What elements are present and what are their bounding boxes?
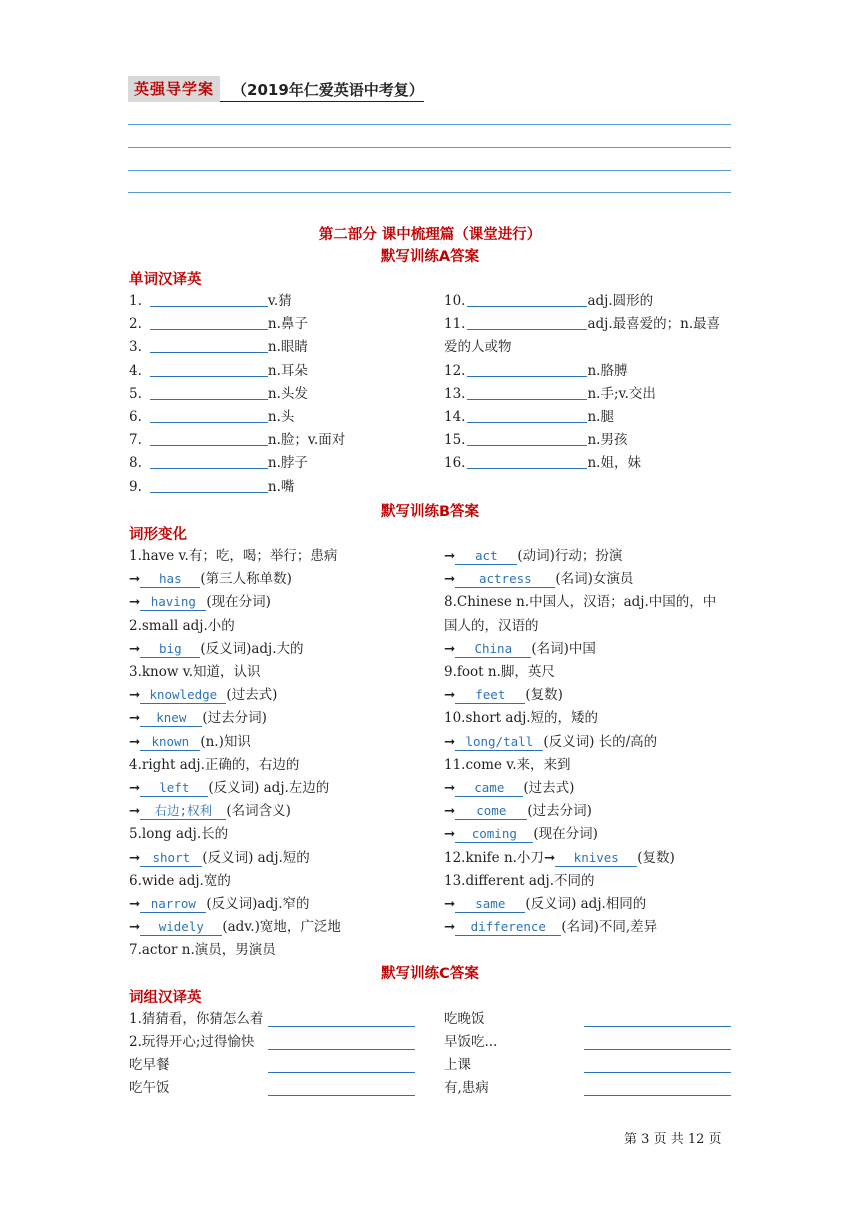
arrow-icon: ➞ xyxy=(129,780,141,796)
word-form-line xyxy=(129,755,299,775)
item-number: 3. xyxy=(129,339,142,356)
form-note: (第三人称单数) xyxy=(200,571,292,588)
answer-blank[interactable] xyxy=(467,384,587,400)
header-rule xyxy=(128,170,731,171)
word-form-line xyxy=(129,662,261,682)
word-base: 9.foot n.脚，英尺 xyxy=(444,664,555,680)
word-form-line xyxy=(129,569,292,589)
word-item xyxy=(444,291,653,311)
word-form-line xyxy=(444,848,675,868)
word-form-line xyxy=(129,894,310,914)
section-a-title: 默写训练A答案 xyxy=(380,249,480,265)
answer-text: feet xyxy=(455,687,525,704)
section-b-heading: 词形变化 xyxy=(129,527,187,543)
phrase-item xyxy=(444,1009,485,1029)
arrow-icon: ➞ xyxy=(129,733,141,750)
answer-blank[interactable] xyxy=(268,1026,415,1027)
item-definition: n.眼睛 xyxy=(267,339,308,356)
item-definition: n.头发 xyxy=(267,385,308,402)
word-item xyxy=(444,453,641,473)
form-note: (反义词) adj.相同的 xyxy=(525,896,647,912)
item-definition: n.手;v.交出 xyxy=(587,385,656,402)
arrow-icon: ➞ xyxy=(543,849,556,866)
footer-suffix: 页 xyxy=(708,1132,722,1147)
arrow-icon: ➞ xyxy=(129,640,141,657)
answer-text: same xyxy=(455,896,525,913)
word-base: 5.long adj.长的 xyxy=(129,826,229,843)
word-base: 10.short adj.短的，矮的 xyxy=(444,710,599,727)
word-item xyxy=(444,361,627,381)
word-form-line xyxy=(444,569,633,589)
answer-blank[interactable] xyxy=(467,453,587,469)
word-base: 11.come v.来，来到 xyxy=(444,756,571,773)
item-number: 7. xyxy=(129,432,142,449)
word-base: 7.actor n.演员，男演员 xyxy=(129,942,276,959)
phrase-text: 有,患病 xyxy=(444,1080,489,1096)
section-b-title: 默写训练B答案 xyxy=(380,504,480,520)
answer-blank[interactable] xyxy=(150,361,268,377)
word-form-line xyxy=(129,639,304,659)
word-item xyxy=(129,407,294,427)
answer-blank[interactable] xyxy=(467,291,587,307)
word-item xyxy=(444,314,720,334)
item-number: 14. xyxy=(444,409,466,425)
footer-prefix: 第 xyxy=(624,1132,638,1147)
answer-text: China xyxy=(455,641,531,658)
form-note: (复数) xyxy=(637,849,675,866)
word-form-line xyxy=(444,871,595,891)
form-note: (名词)不同,差异 xyxy=(561,919,658,936)
word-form-line xyxy=(129,824,228,844)
word-form-line xyxy=(444,778,574,798)
arrow-icon: ➞ xyxy=(129,919,141,936)
form-note: (现在分词) xyxy=(533,826,598,843)
form-note: (动词)行动；扮演 xyxy=(517,548,623,564)
word-form-line xyxy=(444,917,657,937)
word-item xyxy=(129,453,308,473)
item-definition: n.脸；v.面对 xyxy=(267,432,346,449)
phrase-text: 2.玩得开心;过得愉快 xyxy=(129,1034,255,1050)
section-a-heading: 单词汉译英 xyxy=(129,272,202,288)
item-number: 16. xyxy=(444,455,466,472)
arrow-icon: ➞ xyxy=(444,780,456,796)
item-definition: n.男孩 xyxy=(587,432,628,449)
word-form-line xyxy=(129,685,277,705)
item-definition: n.耳朵 xyxy=(267,362,308,379)
answer-blank[interactable] xyxy=(584,1026,731,1027)
form-note: (名词)女演员 xyxy=(555,571,634,588)
arrow-icon: ➞ xyxy=(444,571,456,588)
arrow-icon: ➞ xyxy=(444,896,456,912)
answer-text: short xyxy=(140,850,202,867)
word-form-line xyxy=(444,616,539,636)
part-title: 第二部分 课中梳理篇（课堂进行） xyxy=(318,227,542,243)
arrow-icon: ➞ xyxy=(444,640,456,657)
phrase-text: 早饭吃... xyxy=(444,1034,498,1050)
form-note: (过去式) xyxy=(226,687,278,704)
item-number: 15. xyxy=(444,432,466,449)
form-note: (n.)知识 xyxy=(200,733,251,750)
word-base: 国人的，汉语的 xyxy=(444,617,539,634)
answer-blank[interactable] xyxy=(467,430,587,446)
phrase-item xyxy=(444,1078,489,1098)
answer-text: knowledge xyxy=(140,687,226,704)
word-form-line xyxy=(129,778,329,798)
answer-text: knew xyxy=(140,710,202,727)
word-form-line xyxy=(129,592,271,612)
word-form-line xyxy=(444,592,716,612)
form-note: (过去分词) xyxy=(527,803,592,820)
answer-text: left xyxy=(140,780,208,797)
item-definition: n.腿 xyxy=(587,409,614,425)
form-note: (名词含义) xyxy=(226,803,291,820)
item-definition: v.猜 xyxy=(267,293,292,309)
header-rule xyxy=(128,147,731,148)
header-rule xyxy=(128,192,731,193)
word-form-line xyxy=(444,894,646,914)
item-number: 13. xyxy=(444,385,466,402)
word-form-line xyxy=(444,755,571,775)
answer-blank[interactable] xyxy=(268,1095,415,1096)
word-form-line xyxy=(129,546,337,566)
word-base: 2.small adj.小的 xyxy=(129,617,235,634)
phrase-item xyxy=(129,1032,254,1052)
word-form-line xyxy=(444,732,657,752)
answer-blank[interactable] xyxy=(150,384,268,400)
arrow-icon: ➞ xyxy=(444,826,456,843)
word-form-line xyxy=(444,662,555,682)
phrase-text: 吃早餐 xyxy=(129,1057,170,1073)
form-note: (反义词) 长的/高的 xyxy=(543,733,658,750)
word-base: 4.right adj.正确的，右边的 xyxy=(129,756,300,773)
answer-blank[interactable] xyxy=(584,1049,731,1050)
phrase-item xyxy=(129,1009,263,1029)
answer-text: having xyxy=(140,594,206,611)
answer-text: difference xyxy=(455,919,561,936)
form-note: (过去式) xyxy=(523,780,575,796)
arrow-icon: ➞ xyxy=(129,803,141,820)
answer-blank[interactable] xyxy=(268,1072,415,1073)
word-form-line xyxy=(444,824,598,844)
arrow-icon: ➞ xyxy=(444,733,456,750)
answer-blank[interactable] xyxy=(268,1049,415,1050)
answer-blank[interactable] xyxy=(150,407,268,423)
item-number: 1. xyxy=(129,293,142,309)
phrase-text: 上课 xyxy=(444,1057,471,1073)
form-note: (adv.)宽地，广泛地 xyxy=(222,919,341,936)
answer-blank[interactable] xyxy=(150,430,268,446)
answer-blank[interactable] xyxy=(467,407,587,423)
answer-blank[interactable] xyxy=(150,291,268,307)
word-item xyxy=(129,337,308,357)
word-form-line xyxy=(444,801,592,821)
form-note: (反义词)adj.大的 xyxy=(200,640,304,657)
word-form-line xyxy=(129,917,341,937)
arrow-icon: ➞ xyxy=(129,594,141,611)
word-form-line xyxy=(129,732,251,752)
answer-text: big xyxy=(140,641,200,658)
item-definition: n.胳膊 xyxy=(587,362,628,379)
answer-text: actress xyxy=(455,571,555,588)
answer-blank[interactable] xyxy=(150,337,268,353)
item-definition: adj.圆形的 xyxy=(587,293,654,309)
word-form-line xyxy=(129,801,291,821)
answer-text: knives xyxy=(555,850,637,867)
arrow-icon: ➞ xyxy=(129,687,141,704)
word-base: 8.Chinese n.中国人，汉语；adj.中国的，中 xyxy=(444,594,717,611)
item-number: 11. xyxy=(444,316,466,333)
form-note: (名词)中国 xyxy=(531,640,596,657)
item-definition: n.脖子 xyxy=(267,455,308,472)
footer-total-pages: 12 xyxy=(687,1132,705,1147)
arrow-icon: ➞ xyxy=(444,687,456,704)
answer-text: act xyxy=(455,548,517,565)
section-c-heading: 词组汉译英 xyxy=(129,990,202,1006)
word-base: 3.know v.知道，认识 xyxy=(129,664,261,680)
word-form-line xyxy=(129,871,231,891)
word-item xyxy=(129,384,308,404)
answer-blank[interactable] xyxy=(150,314,268,330)
phrase-text: 吃晚饭 xyxy=(444,1011,485,1027)
form-note: (反义词)adj.窄的 xyxy=(206,896,310,912)
answer-text: narrow xyxy=(140,896,206,913)
word-item xyxy=(129,361,308,381)
item-number: 12. xyxy=(444,362,466,379)
form-note: (复数) xyxy=(525,687,563,704)
item-number: 5. xyxy=(129,385,142,402)
arrow-icon: ➞ xyxy=(129,571,141,588)
word-item xyxy=(129,430,345,450)
arrow-icon: ➞ xyxy=(444,548,456,564)
word-item xyxy=(129,477,294,497)
arrow-icon: ➞ xyxy=(444,803,456,820)
document-header xyxy=(128,76,424,102)
brand-label: 英强导学案 xyxy=(128,76,220,102)
document-subtitle: （2019年仁爱英语中考复） xyxy=(220,79,424,102)
answer-blank[interactable] xyxy=(584,1072,731,1073)
answer-text: known xyxy=(140,734,200,751)
answer-text: come xyxy=(455,803,527,820)
phrase-item xyxy=(444,1055,471,1075)
answer-text: has xyxy=(140,571,200,588)
form-note: (反义词) adj.短的 xyxy=(202,849,310,866)
header-rule xyxy=(128,124,731,125)
arrow-icon: ➞ xyxy=(129,896,141,912)
item-number: 4. xyxy=(129,362,142,379)
word-item xyxy=(444,337,512,357)
word-form-line xyxy=(444,685,563,705)
item-definition: n.鼻子 xyxy=(267,316,308,333)
answer-text: came xyxy=(455,780,523,797)
word-form-line xyxy=(444,546,622,566)
answer-blank[interactable] xyxy=(584,1095,731,1096)
answer-blank[interactable] xyxy=(467,314,587,330)
answer-blank[interactable] xyxy=(150,477,268,493)
word-form-line xyxy=(444,708,598,728)
item-number: 6. xyxy=(129,409,142,425)
item-definition: 爱的人或物 xyxy=(444,339,512,356)
footer-page-number: 3 xyxy=(641,1132,650,1147)
form-note: (现在分词) xyxy=(206,594,271,611)
word-item xyxy=(129,314,308,334)
footer-mid: 页 共 xyxy=(653,1132,684,1147)
answer-text: long/tall xyxy=(455,734,543,751)
word-form-line xyxy=(129,940,276,960)
arrow-icon: ➞ xyxy=(129,849,141,866)
form-note: (反义词) adj.左边的 xyxy=(208,780,330,796)
word-item xyxy=(129,291,292,311)
word-item xyxy=(444,407,614,427)
arrow-icon: ➞ xyxy=(444,919,456,936)
word-item xyxy=(444,384,656,404)
section-c-title: 默写训练C答案 xyxy=(381,966,479,982)
item-number: 9. xyxy=(129,478,142,495)
item-definition: n.嘴 xyxy=(267,478,295,495)
answer-blank[interactable] xyxy=(150,453,268,469)
answer-text: coming xyxy=(455,826,533,843)
phrase-item xyxy=(129,1078,170,1098)
arrow-icon: ➞ xyxy=(129,710,141,727)
word-form-line xyxy=(129,616,235,636)
phrase-item xyxy=(129,1055,170,1075)
word-base: 12.knife n.小刀 xyxy=(444,849,544,866)
word-form-line xyxy=(129,708,267,728)
phrase-item xyxy=(444,1032,497,1052)
answer-blank[interactable] xyxy=(467,361,587,377)
item-definition: adj.最喜爱的；n.最喜 xyxy=(587,316,721,333)
item-number: 10. xyxy=(444,293,466,309)
word-form-line xyxy=(129,848,310,868)
word-base: 1.have v.有；吃，喝；举行；患病 xyxy=(129,548,338,564)
word-base: 13.different adj.不同的 xyxy=(444,872,595,889)
word-base: 6.wide adj.宽的 xyxy=(129,872,231,889)
form-note: (过去分词) xyxy=(202,710,267,727)
word-form-line xyxy=(444,639,596,659)
answer-text: widely xyxy=(140,919,222,936)
item-definition: n.姐，妹 xyxy=(587,455,641,472)
item-definition: n.头 xyxy=(267,409,295,425)
word-item xyxy=(444,430,627,450)
page-footer xyxy=(624,1128,722,1147)
item-number: 8. xyxy=(129,455,142,472)
answer-text: 右边;权利 xyxy=(140,803,226,820)
phrase-text: 1.猜猜看，你猜怎么着 xyxy=(129,1011,264,1027)
item-number: 2. xyxy=(129,316,142,333)
phrase-text: 吃午饭 xyxy=(129,1080,170,1096)
